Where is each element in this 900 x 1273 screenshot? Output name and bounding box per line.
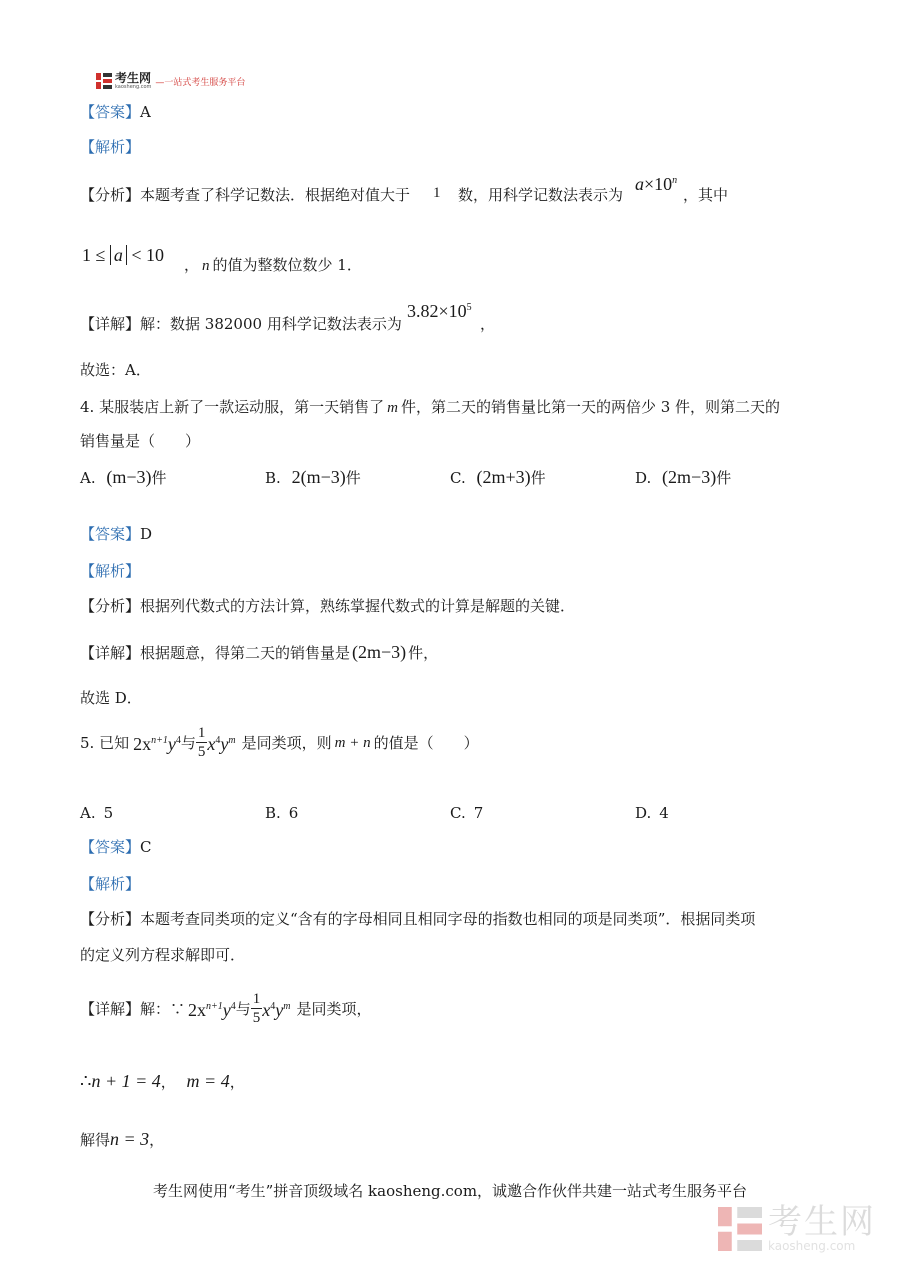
q4-answer: 【答案】D [80,525,153,543]
q3-fenxi-b: 数，用科学记数法表示为 [458,186,624,204]
q3-fenxi-c: ，其中 [683,186,729,204]
q3-detail: 【详解】解：数据 382000 用科学记数法表示为 [80,315,402,333]
logo-slogan: —一站式考生服务平台 [155,77,246,88]
footer-text: 考生网使用“考生”拼音顶级域名 kaosheng.com，诚邀合作伙伴共建一站式考生服务平台 [152,1182,748,1200]
q3-answer: 【答案】A [80,103,151,121]
watermark-title: 考生网 [768,1202,876,1242]
q4-analysis-tag: 【解析】 [80,562,141,580]
q3-fenxi: 【分析】本题考查了科学记数法．根据绝对值大于 [80,186,411,204]
q3-final: 故选：A． [80,361,151,379]
q5-analysis-tag: 【解析】 [80,875,141,893]
logo-domain: kaosheng.com [115,84,152,90]
q3-sci-notation: $a\times 10^n$ [635,174,678,194]
q3-analysis-tag: 【解析】 [80,138,141,156]
q3-one: 1 [433,185,441,201]
q3-condition-b: ， n 的值为整数位数少 1． [184,256,362,274]
q3-detail-number: $3.82\times 10^5$ [407,301,472,321]
q5-solve: 解得n = 3， [80,1129,165,1149]
q5-option-d: D. 4 [635,804,669,822]
q5-option-c: C. 7 [450,804,484,822]
watermark-logo [718,1202,876,1253]
brand-mark-icon [96,73,112,89]
q4-option-d: D. (2m−3)件 [635,467,732,487]
q5-fenxi-line2: 的定义列方程求解即可． [80,946,246,964]
watermark-domain: kaosheng.com [768,1239,856,1253]
watermark-mark-icon [718,1207,762,1251]
q5-option-a: A. 5 [80,804,114,822]
q4-stem-line2: 销售量是（ ） [80,432,201,450]
q4-final: 故选 D． [80,689,142,707]
q4-option-c: C. (2m+3)件 [450,467,546,487]
logo-title: 考生网 [115,71,152,85]
q5-detail: 【详解】 解：∵ $2x^{n+1}y^4$ 与 $\frac{1}{5}$ $x^4y^m$ 是同类项， [80,991,372,1026]
q4-option-b: B. 2(m−3)件 [265,467,361,487]
q3-condition: 1 ≤ a < 10 [82,245,165,265]
q4-option-a: A. (m−3)件 [80,467,167,487]
q3-detail-end: ， [480,315,496,333]
answer-tag: 【答案】 [80,103,141,121]
q4-fenxi: 【分析】根据列代数式的方法计算，熟练掌握代数式的计算是解题的关键． [80,597,576,615]
q5-answer: 【答案】C [80,838,152,856]
q4-detail: 【详解】根据题意，得第二天的销售量是 (2m−3) 件， [80,642,439,662]
q5-stem: 5. 已知 $2x^{n+1}y^4$ 与 $\frac{1}{5}$ $x^4y^m$ 是同类项，则 m + n 的值是（ ） [80,725,479,760]
q5-fenxi-line1: 【分析】本题考查同类项的定义“含有的字母相同且相同字母的指数也相同的项是同类项”．根据同类项 [80,910,756,928]
q5-equations: ∴n + 1 = 4， m = 4， [80,1071,245,1092]
q5-option-b: B. 6 [265,804,299,822]
q4-stem-line1: 4. 某服装店上新了一款运动服，第一天销售了 m 件，第二天的销售量比第一天的两倍少 3 件，则第二天的 [80,398,781,416]
header-logo [96,72,245,90]
